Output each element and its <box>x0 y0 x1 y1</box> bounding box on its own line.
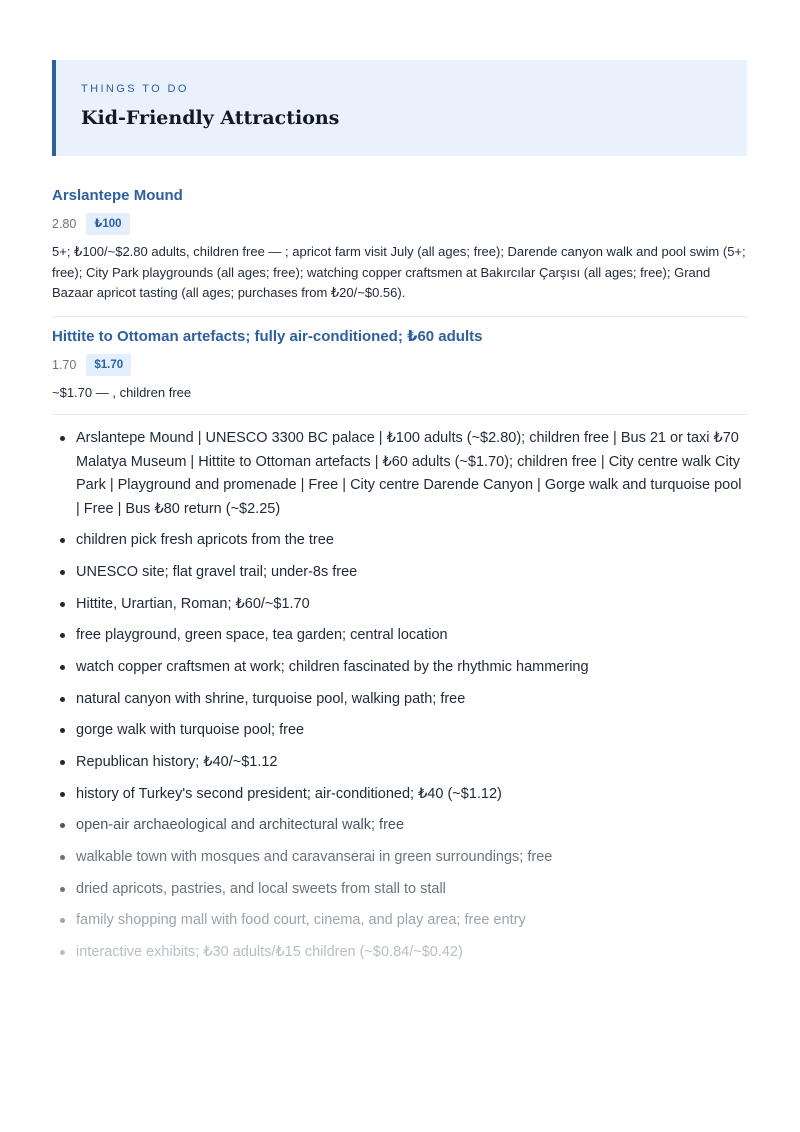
list-item <box>52 751 748 775</box>
list-item-text: interactive exhibits; ₺30 adults/₺15 children (~$0.84/~$0.42) <box>76 944 463 961</box>
bullet-dot-icon <box>60 950 65 955</box>
list-item <box>52 688 748 712</box>
bullet-dot-icon <box>60 665 65 670</box>
list-item-text: Republican history; ₺40/~$1.12 <box>76 754 278 770</box>
attraction-meta <box>52 212 748 236</box>
list-item <box>52 814 748 838</box>
bullet-dot-icon <box>60 855 65 860</box>
list-item <box>52 561 748 585</box>
attraction-entry <box>52 327 748 404</box>
attraction-value: 1.70 <box>52 358 77 372</box>
list-item-text: free playground, green space, tea garden; central location <box>76 627 448 644</box>
list-item-text: family shopping mall with food court, cinema, and play area; free entry <box>76 912 526 929</box>
attraction-description: 5+; ₺100/~$2.80 adults, children free — ; apricot farm visit July (all ages; free); Darende canyon walk and pool swim (5+; free); City Park playgrounds (all ages; free); watching copper craftsmen at Bakırcılar Çarşısı (all ages; free); Grand Bazaar apricot tasting (all ages; purchases from ₺20/~$0.56). <box>52 244 746 300</box>
attraction-title[interactable]: Arslantepe Mound <box>52 187 183 204</box>
bullet-dot-icon <box>60 918 65 923</box>
attraction-meta <box>52 353 748 377</box>
attraction-value: 2.80 <box>52 217 77 231</box>
list-item-text: dried apricots, pastries, and local sweets from stall to stall <box>76 880 446 897</box>
list-item-text: Arslantepe Mound | UNESCO 3300 BC palace | ₺100 adults (~$2.80); children free | Bus 21 or taxi ₺70 Malatya Museum | Hittite to Ottoman artefacts | ₺60 adults (~$1.70); children free | City centre walk City Park | Playground and promenade | Free | City centre Darende Canyon | Gorge walk and turquoise pool | Free | Bus ₺80 return (~$2.25) <box>76 430 742 517</box>
bullet-dot-icon <box>60 633 65 638</box>
price-badge: ₺100 <box>86 213 129 235</box>
list-item <box>52 878 748 902</box>
bullet-dot-icon <box>60 887 65 892</box>
bullet-dot-icon <box>60 728 65 733</box>
section-title: Kid-Friendly Attractions <box>81 107 340 129</box>
section-header <box>52 60 747 156</box>
bullet-dot-icon <box>60 538 65 543</box>
bullet-dot-icon <box>60 760 65 765</box>
list-item <box>52 593 748 617</box>
list-item <box>52 529 748 553</box>
bullet-dot-icon <box>60 792 65 797</box>
list-item <box>52 624 748 648</box>
list-item-text: gorge walk with turquoise pool; free <box>76 722 305 739</box>
section-eyebrow: THINGS TO DO <box>81 83 189 95</box>
divider <box>52 414 748 415</box>
list-item-text: natural canyon with shrine, turquoise pool, walking path; free <box>76 690 466 707</box>
list-item-text: watch copper craftsmen at work; children fascinated by the rhythmic hammering <box>76 658 589 675</box>
bullet-dot-icon <box>60 436 65 441</box>
price-badge: $1.70 <box>86 354 131 376</box>
list-item <box>52 909 748 933</box>
bullet-dot-icon <box>60 602 65 607</box>
list-item-text: walkable town with mosques and caravanserai in green surroundings; free <box>76 849 553 866</box>
bullet-dot-icon <box>60 570 65 575</box>
list-item-text: open-air archaeological and architectural walk; free <box>76 817 405 834</box>
list-item <box>52 941 748 965</box>
attraction-list <box>52 427 748 973</box>
divider <box>52 316 748 317</box>
list-item <box>52 656 748 680</box>
list-item-text: children pick fresh apricots from the tree <box>76 532 334 549</box>
list-item-text: history of Turkey's second president; air-conditioned; ₺40 (~$1.12) <box>76 785 502 802</box>
bullet-dot-icon <box>60 697 65 702</box>
list-item <box>52 719 748 743</box>
attraction-entry <box>52 186 748 304</box>
bullet-dot-icon <box>60 823 65 828</box>
list-item <box>52 427 748 521</box>
attraction-title[interactable]: Hittite to Ottoman artefacts; fully air-conditioned; ₺60 adults <box>52 328 483 345</box>
list-item-text: UNESCO site; flat gravel trail; under-8s free <box>76 563 358 580</box>
attraction-description: ~$1.70 — , children free <box>52 385 192 400</box>
list-item <box>52 846 748 870</box>
list-item <box>52 783 748 807</box>
list-item-text: Hittite, Urartian, Roman; ₺60/~$1.70 <box>76 595 310 612</box>
